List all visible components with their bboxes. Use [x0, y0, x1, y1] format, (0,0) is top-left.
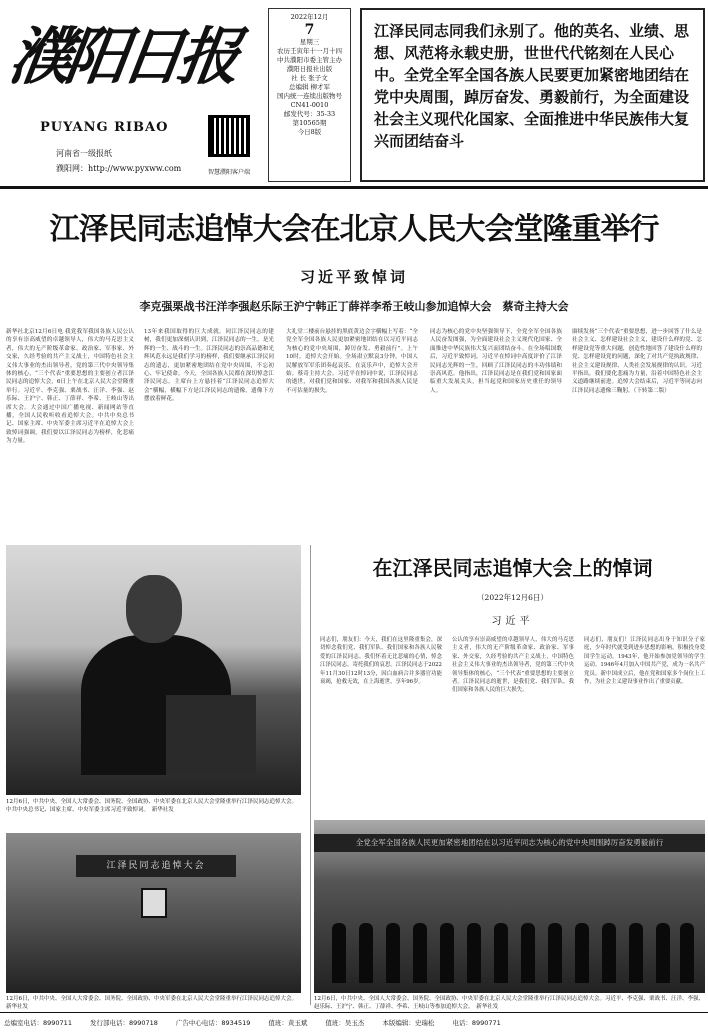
photo-caption-hall: 12月6日，中共中央、全国人大常委会、国务院、全国政协、中央军委在北京人民大会堂隆重举行江泽民同志追悼大会。 新华社发: [6, 996, 300, 1010]
photo-caption-main: 12月6日，中共中央、全国人大常委会、国务院、全国政协、中央军委在北京人民大会堂隆重举行江泽民同志追悼大会。中共中央总书记、国家主席、中央军委主席习近平致悼词。 新华社发: [6, 799, 298, 813]
date-block: [268, 8, 351, 182]
masthead-grade: 河南省一级报纸: [56, 149, 112, 158]
phone-editorial: 总编室电话：8990711: [4, 1019, 72, 1027]
figure: [332, 923, 346, 983]
eulogy-column-3: 同志们，朋友们！江泽民同志出身于知识分子家庭，少年时代就受到进步思想的影响，积极投身爱国学生运动。1943年，他开始参加党领导的学生运动。1946年4月加入中国共产党，成为一名共产党员。新中国成立后，他在党和国家多个岗位上工作，为社会主义建设事业作出了重要贡献。: [584, 637, 705, 686]
photo-leaders-row[interactable]: [314, 820, 705, 993]
phone-page: 电话：8990771: [452, 1019, 501, 1027]
figure: [413, 923, 427, 983]
cn-code: CN41-0010: [290, 101, 329, 109]
date-weekday: 星期三: [299, 38, 320, 46]
figure: [359, 923, 373, 983]
qr-code-icon: [208, 115, 250, 157]
cn-label: 国内统一连续出版物号: [277, 92, 342, 100]
lead-box: 江泽民同志同我们永别了。他的英名、业绩、思想、风范将永载史册，世世代代铭刻在人民心中。全党全军全国各族人民要更加紧密地团结在党中央周围，踔厉奋发、勇毅前行，为全面建设社会主义现代化国家、全面推进中华民族伟大复兴而团结奋斗: [360, 8, 705, 182]
duty-editor-1: 值班：黄玉斌: [268, 1019, 308, 1027]
speaker-head: [126, 575, 182, 643]
article-column-4: 同志为核心的党中央坚强领导下，全党全军全国各族人民奋发图强，为全面建设社会主义现代化国家、全面推进中华民族伟大复兴而团结奋斗。在全场唱国歌后，习近平致悼词。习近平在悼词中高度评价了江泽民同志光辉的一生，回顾了江泽民同志的丰功伟绩和崇高风范。他指出，江泽民同志是在我们党和国家面临重大发展关头，担当起党和国家历史重任的领导人。: [430, 329, 562, 394]
article-column-3: 大礼堂二楼前台悬挂的黑底黄边会字横幅上写着：“全党全军全国各族人民更加紧密地团结在以习近平同志为核心的党中央周围，踔厉奋发、勇毅前行”。上午10时，追悼大会开始。全场肃立默哀3分钟。中国人民解放军军乐团奏起哀乐。在哀乐声中，追悼大会开始。蔡奇主持大会。习近平在悼词中说，江泽民同志的逝世，对我们党和国家、对我军和我国各族人民是不可估量的损失。: [286, 329, 418, 394]
column-divider: [310, 545, 311, 1005]
article-column-2: 13年来我国取得的巨大成就。同江泽民同志的建树，我们更加深刻认识到，江泽民同志的一生，是光辉的一生、战斗的一生。江泽民同志的崇高品德和光辉风范永远是我们学习的榜样，我们要继承江泽民同志的遗志，更加紧密地团结在党中央周围，不忘初心、牢记使命。今天，全国各族人民都在深切悼念江泽民同志。主席台上方悬挂着“江泽民同志追悼大会”横幅，横幅下方是江泽民同志的遗像，遗像下方摆放着鲜花。: [144, 329, 274, 403]
figure: [548, 923, 562, 983]
masthead-website[interactable]: 濮阳网：http://www.pyxww.com: [56, 164, 182, 173]
footer: [0, 1012, 708, 1032]
subtitle-attendees: 李克强栗战书汪洋李强赵乐际王沪宁韩正丁薛祥李希王岐山参加追悼大会 蔡奇主持大会: [139, 300, 569, 313]
figure: [656, 923, 670, 983]
hall-banner: 江泽民同志追悼大会: [76, 855, 236, 877]
figure: [386, 923, 400, 983]
sponsor: 中共濮阳市委主管主办: [277, 56, 342, 64]
eulogy-column-2: 公认的享有崇高威望的卓越领导人，伟大的马克思主义者，伟大的无产阶级革命家、政治家、军事家、外交家，久经考验的共产主义战士，中国特色社会主义伟大事业的杰出领导者，党的第三代中央领导集体的核心，“三个代表”重要思想的主要创立者。江泽民同志的逝世，是我们党、我们军队、我们国家和各族人民的巨大损失。: [452, 637, 574, 694]
article-column-1: 新华社北京12月6日电 我党我军我国各族人民公认的享有崇高威望的卓越领导人，伟大的马克思主义者，伟大的无产阶级革命家、政治家、军事家、外交家，久经考验的共产主义战士，中国特色社会主义伟大事业的杰出领导者，党的第三代中央领导集体的核心，“三个代表”重要思想的主要创立者江泽民同志的追悼大会，6日上午在北京人民大会堂隆重举行。习近平、李克强、栗战书、汪洋、李强、赵乐际、王沪宁、韩正、丁薛祥、李希、王岐山等出席大会。大会通过中国广播电视、新闻网站等直播，全国人民收听收看追悼大会。中共中央总书记、国家主席、中央军委主席习近平在追悼大会上致悼词强调，我们要以江泽民同志为榜样，化悲痛为力量。: [6, 329, 134, 445]
page-editor: 本版编辑：史瑞松: [382, 1019, 435, 1027]
post-code: 邮发代号：35-33: [283, 110, 336, 118]
leaders-banner: 全党全军全国各族人民更加紧密地团结在以习近平同志为核心的党中央周围踔厉奋发勇毅前行: [314, 834, 705, 852]
podium: [166, 695, 256, 775]
photo-caption-leaders: 12月6日，中共中央、全国人大常委会、国务院、全国政协、中央军委在北京人民大会堂隆重举行江泽民同志追悼大会。习近平、李克强、栗战书、汪洋、李强、赵乐际、王沪宁、韩正、丁薛祥、李希、王岐山等参加追悼大会。 新华社发: [314, 996, 705, 1010]
figure: [680, 923, 694, 983]
phone-distribution: 发行部电话：8990718: [89, 1019, 158, 1027]
subtitle-eulogy: 习近平致悼词: [299, 268, 408, 286]
photo-speaker[interactable]: [6, 545, 301, 795]
masthead-rule: [0, 186, 708, 189]
masthead-english: PUYANG RIBAO: [40, 120, 169, 135]
publisher: 濮阳日报社出版: [286, 65, 333, 73]
eulogy-title[interactable]: 在江泽民同志追悼大会上的悼词: [372, 556, 653, 580]
figure: [521, 923, 535, 983]
eulogy-column-1: 同志们，朋友们：今天，我们在这里隆重集会，深切悼念我们党、我们军队、我们国家和各族人民敬爱的江泽民同志。我们怀着无比悲痛的心情，悼念江泽民同志，寄托我们的哀思。江泽民同志于2022年11月30日12时13分，因白血病合并多器官功能衰竭，抢救无效，在上海逝世，享年96岁。: [320, 637, 442, 686]
figure: [440, 923, 454, 983]
page-count: 今日8版: [297, 128, 322, 136]
masthead-title: 濮阳日报: [4, 20, 240, 93]
photo-memorial-hall[interactable]: [6, 833, 301, 993]
figure: [602, 923, 616, 983]
portrait: [141, 888, 167, 918]
qr-label: 智慧濮阳客户端: [208, 169, 251, 176]
chief-editor: 总编辑 柳才军: [288, 83, 331, 91]
eulogy-date: （2022年12月6日）: [477, 593, 548, 602]
date-day: 7: [304, 22, 315, 38]
duty-editor-2: 值班：吴玉杰: [325, 1019, 365, 1027]
main-headline[interactable]: 江泽民同志追悼大会在北京人民大会堂隆重举行: [49, 212, 659, 247]
director: 社 长 张子文: [291, 74, 328, 82]
eulogy-author: 习近平: [491, 616, 534, 627]
figure: [575, 923, 589, 983]
date-year-month: 2022年12月: [290, 13, 329, 21]
phone-advertising: 广告中心电话：8934519: [175, 1019, 251, 1027]
issue-number: 第10565期: [292, 119, 327, 127]
figure: [494, 923, 508, 983]
figure: [629, 923, 643, 983]
article-column-5: 赓续发扬“三个代表”重要思想，进一步回答了什么是社会主义、怎样建设社会主义，建设什么样的党、怎样建设党等重大问题，创造性地回答了建设什么样的党、怎样建设党的问题，深化了对共产党执政规律、社会主义建设规律、人类社会发展规律的认识。习近平指出，我们要化悲痛为力量，沿着中国特色社会主义道路继续前进。追悼大会结束后，习近平等同志向江泽民同志遗像三鞠躬。（下转第二版）: [572, 329, 702, 394]
figure: [467, 923, 481, 983]
date-lunar: 农历壬寅年十一月十四: [277, 47, 342, 55]
